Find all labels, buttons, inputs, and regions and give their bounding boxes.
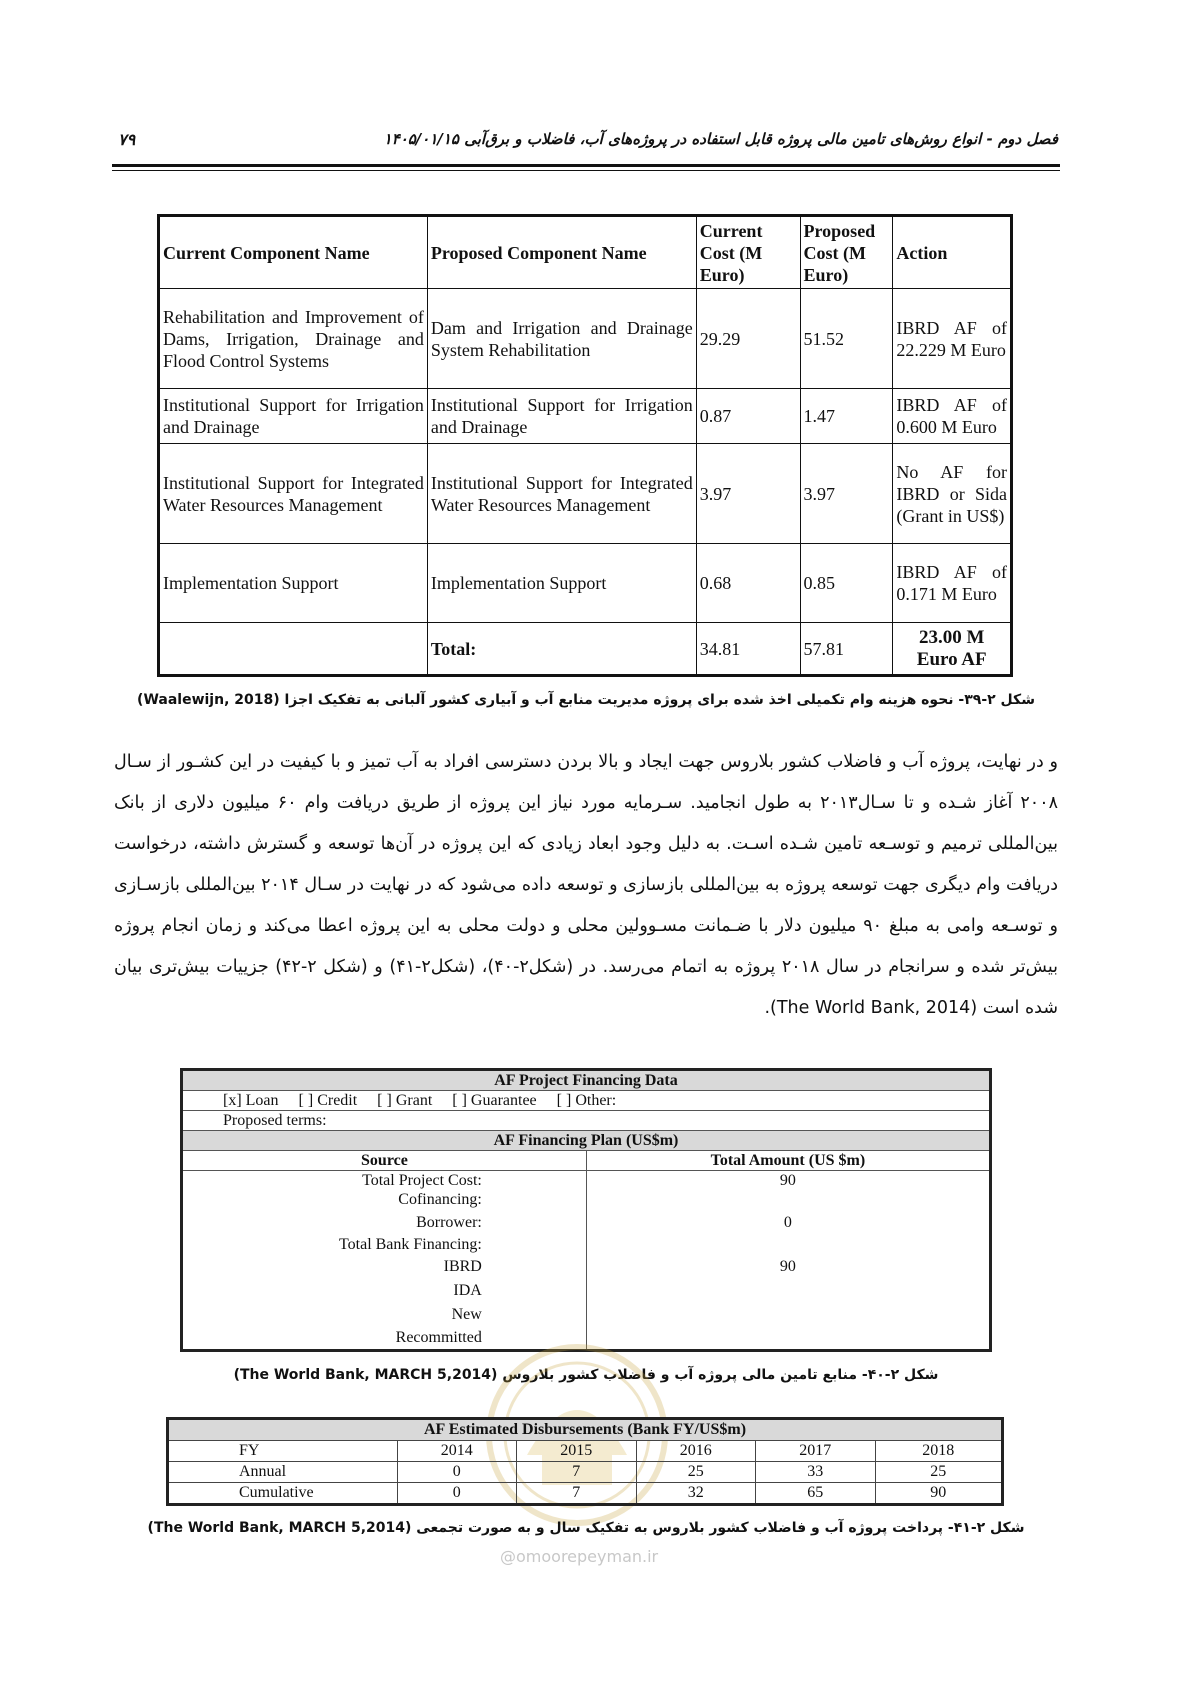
cell-proposed-name: Implementation Support <box>427 544 696 623</box>
figure-caption-41: شکل ۲-۴۱- پرداخت پروژه آب و فاضلاب کشور بلاروس به تفکیک سال و به صورت تجمعی (The World Bank, MARCH 5,2014) <box>147 1520 1025 1536</box>
header-rule-thin <box>112 170 1060 171</box>
value-cell: 0 <box>397 1483 517 1505</box>
financing-data-title: AF Project Financing Data <box>182 1070 991 1091</box>
value-cell: 0 <box>397 1462 517 1483</box>
table-row <box>182 1278 991 1302</box>
value-cell: 7 <box>517 1483 637 1505</box>
value-cell: 90 <box>875 1483 1003 1505</box>
value-cell: 25 <box>875 1462 1003 1483</box>
financing-data-table <box>180 1068 992 1352</box>
financing-type-options: [x] Loan [ ] Credit [ ] Grant [ ] Guarantee [ ] Other: <box>182 1091 991 1111</box>
cell-proposed-name: Institutional Support for Integrated Water Resources Management <box>427 444 696 544</box>
cell-action: IBRD AF of 0.171 M Euro <box>893 544 1012 623</box>
value-cell: 25 <box>636 1462 756 1483</box>
col-header-proposed-cost: Proposed Cost (M Euro) <box>800 216 893 289</box>
col-header-year: 2014 <box>397 1441 517 1462</box>
cell-current-name: Institutional Support for Integrated Water Resources Management <box>159 444 428 544</box>
source-cell: Borrower: <box>182 1209 587 1235</box>
value-cell: 33 <box>756 1462 876 1483</box>
table-row <box>159 544 1012 623</box>
watermark-text: @omoorepeyman.ir <box>500 1547 659 1566</box>
col-header-current-name: Current Component Name <box>159 216 428 289</box>
cell-current-name: Rehabilitation and Improvement of Dams, Irrigation, Drainage and Flood Control Systems <box>159 289 428 389</box>
source-cell: IBRD <box>182 1254 587 1278</box>
cell-proposed-name: Institutional Support for Irrigation and Drainage <box>427 389 696 444</box>
header-rule-thick <box>112 164 1060 167</box>
amount-cell: 90 <box>586 1171 990 1191</box>
col-header-action: Action <box>893 216 1012 289</box>
table-row <box>182 1190 991 1209</box>
cell-current-name: Implementation Support <box>159 544 428 623</box>
table-row <box>159 444 1012 544</box>
component-cost-table <box>157 214 1013 677</box>
col-header-year: 2018 <box>875 1441 1003 1462</box>
col-header-fy: FY <box>168 1441 398 1462</box>
source-cell: New <box>182 1302 587 1326</box>
table-row <box>159 289 1012 389</box>
col-header-year: 2015 <box>517 1441 637 1462</box>
col-header-year: 2017 <box>756 1441 876 1462</box>
table-row <box>159 389 1012 444</box>
source-cell: Recommitted <box>182 1326 587 1350</box>
table-row <box>168 1483 1003 1505</box>
cell-current-name: Institutional Support for Irrigation and Drainage <box>159 389 428 444</box>
table-row <box>182 1209 991 1235</box>
figure-caption-40: شکل ۲-۴۰- منابع تامین مالی پروژه آب و فاضلاب کشور بلاروس (The World Bank, MARCH 5,2014) <box>233 1367 939 1383</box>
value-cell: 7 <box>517 1462 637 1483</box>
proposed-terms-label: Proposed terms: <box>182 1111 991 1131</box>
cell-current-cost: 3.97 <box>696 444 800 544</box>
amount-cell <box>586 1278 990 1302</box>
row-label-annual: Annual <box>168 1462 398 1483</box>
source-cell: Total Bank Financing: <box>182 1235 587 1254</box>
cell-proposed-cost: 3.97 <box>800 444 893 544</box>
source-cell: Cofinancing: <box>182 1190 587 1209</box>
total-proposed-cost: 57.81 <box>800 623 893 676</box>
cell-proposed-cost: 0.85 <box>800 544 893 623</box>
table-row <box>182 1235 991 1254</box>
cell-action: IBRD AF of 22.229 M Euro <box>893 289 1012 389</box>
cell-proposed-cost: 1.47 <box>800 389 893 444</box>
total-label: Total: <box>427 623 696 676</box>
amount-cell: 0 <box>586 1209 990 1235</box>
amount-cell <box>586 1302 990 1326</box>
row-label-cumulative: Cumulative <box>168 1483 398 1505</box>
table-total-row <box>159 623 1012 676</box>
col-header-source: Source <box>182 1151 587 1171</box>
cell-action: IBRD AF of 0.600 M Euro <box>893 389 1012 444</box>
col-header-proposed-name: Proposed Component Name <box>427 216 696 289</box>
col-header-year: 2016 <box>636 1441 756 1462</box>
total-current-cost: 34.81 <box>696 623 800 676</box>
body-paragraph: و در نهایت، پروژه آب و فاضلاب کشور بلاروس جهت ایجاد و بالا بردن دسترسی افراد به آب تمیز و با کیفیت در این کشـور از سـال ۲۰۰۸ آغاز شـده و تا سـال۲۰۱۳ به طول انجامید. سـرمایه مورد نیاز این پروژه از طریق دریافت وام ۶۰ میلیون دلاری از بانک بین‌المللی ترمیم و توسـعه تامین شـده اسـت. به دلیل وجود ابعاد زیادی که این پروژه در آن‌ها توسعه و گسترش داشته، درخواست دریافت وام دیگری جهت توسعه پروژه به بین‌المللی بازسازی و توسعه داده می‌شود که در نهایت در سـال ۲۰۱۴ بین‌المللی بازسـازی و توسـعه وامی به مبلغ ۹۰ میلیون دلار با ضـمانت مسـوولین محلی و دولت محلی به این پروژه اعطا می‌کند و زمان انجام پروژه بیش‌تر شده و سرانجام در سال ۲۰۱۸ پروژه به اتمام می‌رسد. در (شکل۲-۴۰)، (شکل۲-۴۱) و (شکل ۲-۴۲) جزییات بیش‌تری بیان شده است (The World Bank, 2014). <box>114 752 1059 1018</box>
cell-proposed-cost: 51.52 <box>800 289 893 389</box>
col-header-amount: Total Amount (US $m) <box>586 1151 990 1171</box>
disbursements-table <box>166 1417 1004 1506</box>
table-row <box>182 1302 991 1326</box>
table-header-row <box>159 216 1012 289</box>
table-header-row <box>168 1441 1003 1462</box>
cell-proposed-name: Dam and Irrigation and Drainage System Rehabilitation <box>427 289 696 389</box>
disbursements-title: AF Estimated Disbursements (Bank FY/US$m) <box>168 1419 1003 1441</box>
cell-current-cost: 29.29 <box>696 289 800 389</box>
cell-current-cost: 0.68 <box>696 544 800 623</box>
table-row <box>182 1171 991 1191</box>
source-cell: IDA <box>182 1278 587 1302</box>
table-row <box>168 1462 1003 1483</box>
cell-empty <box>159 623 428 676</box>
financing-plan-title: AF Financing Plan (US$m) <box>182 1131 991 1151</box>
amount-cell <box>586 1190 990 1209</box>
cell-action: No AF for IBRD or Sida (Grant in US$) <box>893 444 1012 544</box>
amount-cell: 90 <box>586 1254 990 1278</box>
amount-cell <box>586 1235 990 1254</box>
source-cell: Total Project Cost: <box>182 1171 587 1191</box>
total-action: 23.00 M Euro AF <box>893 623 1012 676</box>
value-cell: 65 <box>756 1483 876 1505</box>
page-number: ۷۹ <box>118 130 136 149</box>
figure-caption-39: شکل ۲-۳۹- نحوه هزینه وام تکمیلی اخذ شده برای پروژه مدیریت منابع آب و آبیاری کشور آلبانی به تفکیک اجزا (Waalewijn, 2018) <box>137 692 1035 708</box>
running-header-title: فصل دوم - انواع روش‌های تامین مالی پروژه قابل استفاده در پروژه‌های آب، فاضلاب و برق‌آبی ۱۴۰۵/۰۱/۱۵ <box>383 130 1058 148</box>
table-row <box>182 1254 991 1278</box>
col-header-current-cost: Current Cost (M Euro) <box>696 216 800 289</box>
value-cell: 32 <box>636 1483 756 1505</box>
cell-current-cost: 0.87 <box>696 389 800 444</box>
